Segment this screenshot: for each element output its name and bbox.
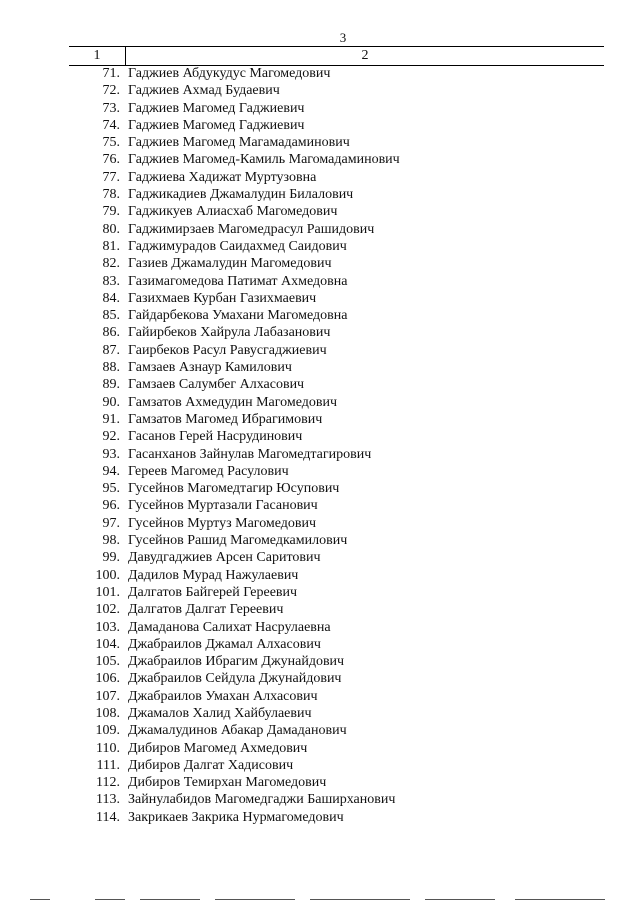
list-item-number: 72.: [102, 83, 120, 99]
list-item-number: 104.: [95, 636, 120, 652]
list-item-name: Гаджикадиев Джамалудин Билалович: [128, 187, 354, 203]
list-item-name: Гаджиев Магомед Гаджиевич: [128, 100, 305, 116]
list-item: [0, 809, 640, 826]
list-item-name: Газихмаев Курбан Газихмаевич: [128, 290, 317, 306]
list-item-number: 89.: [102, 377, 120, 393]
list-item: [0, 532, 640, 549]
list-item-number: 84.: [102, 290, 120, 306]
list-item-number: 80.: [102, 221, 120, 237]
list-item: [0, 342, 640, 359]
list-item-number: 105.: [95, 654, 120, 670]
list-item-name: Гайирбеков Хайрула Лабазанович: [128, 325, 331, 341]
list-item-number: 98.: [102, 533, 120, 549]
list-item-name: Гамзаев Азнаур Камилович: [128, 360, 292, 376]
list-item-name: Гаирбеков Расул Равусгаджиевич: [128, 342, 327, 358]
list-item-number: 97.: [102, 515, 120, 531]
list-item: [0, 567, 640, 584]
list-item-number: 106.: [95, 671, 120, 687]
list-item-name: Гаджиев Абдукудус Магомедович: [128, 66, 331, 81]
list-item-name: Дибиров Магомед Ахмедович: [128, 740, 308, 756]
list-item-name: Джамалудинов Абакар Дамаданович: [128, 723, 347, 739]
list-item: [0, 411, 640, 428]
list-item-name: Гусейнов Муртазали Гасанович: [128, 498, 318, 514]
list-item-name: Гаджиева Хадижат Муртузовна: [128, 169, 317, 185]
list-item-number: 114.: [96, 809, 120, 825]
list-item-name: Гамзатов Магомед Ибрагимович: [128, 411, 323, 427]
list-item: [0, 290, 640, 307]
list-item-number: 111.: [96, 757, 120, 773]
list-item-name: Гусейнов Муртуз Магомедович: [128, 515, 317, 531]
list-item-number: 113.: [96, 792, 120, 808]
list-item: [0, 636, 640, 653]
list-item-number: 99.: [102, 550, 120, 566]
list-item-name: Далгатов Далгат Гереевич: [128, 602, 284, 618]
list-item-name: Гаджиев Магомед-Камиль Магомадаминович: [128, 152, 400, 168]
list-item-number: 85.: [102, 308, 120, 324]
list-item-number: 101.: [95, 584, 120, 600]
list-item-name: Гамзатов Ахмедудин Магомедович: [128, 394, 338, 410]
list-item: [0, 151, 640, 168]
list-item-name: Гаджиев Магомед Гаджиевич: [128, 117, 305, 133]
list-item-name: Газимагомедова Патимат Ахмедовна: [128, 273, 348, 289]
list-item-name: Джабраилов Сейдула Джунайдович: [128, 671, 342, 687]
list-item-number: 109.: [95, 723, 120, 739]
list-item-number: 95.: [102, 481, 120, 497]
page-number: 3: [339, 30, 347, 45]
list-item-name: Зайнулабидов Магомедгаджи Баширханович: [128, 792, 396, 808]
list-item-name: Дадилов Мурад Нажулаевич: [128, 567, 299, 583]
list-item: [0, 203, 640, 220]
scan-artifact: [140, 899, 200, 900]
list-item-name: Гереев Магомед Расулович: [128, 463, 289, 479]
list-item: [0, 273, 640, 290]
list-item: [0, 117, 640, 134]
list-item-name: Газиев Джамалудин Магомедович: [128, 256, 332, 272]
list-item: [0, 394, 640, 411]
list-item-number: 93.: [102, 446, 120, 462]
list-item: [0, 463, 640, 480]
scan-artifact: [310, 899, 410, 900]
list-item: [0, 359, 640, 376]
list-item: [0, 446, 640, 463]
header-col-2: 2: [361, 48, 369, 63]
list-item: [0, 791, 640, 808]
list-item-number: 88.: [102, 360, 120, 376]
list-item-number: 75.: [102, 135, 120, 151]
list-item: [0, 653, 640, 670]
list-item-number: 110.: [96, 740, 120, 756]
list-item-name: Гамзаев Салумбег Алхасович: [128, 377, 305, 393]
list-item: [0, 549, 640, 566]
list-item: [0, 688, 640, 705]
list-item-number: 86.: [102, 325, 120, 341]
scan-artifact: [425, 899, 495, 900]
list-item-number: 102.: [95, 602, 120, 618]
header-col-1: 1: [69, 47, 126, 65]
list-item-name: Гайдарбекова Умахани Магомедовна: [128, 308, 348, 324]
list-item-number: 79.: [102, 204, 120, 220]
list-item: [0, 705, 640, 722]
table-header: [69, 46, 604, 66]
list-item: [0, 307, 640, 324]
list-item: [0, 515, 640, 532]
list-item-number: 100.: [95, 567, 120, 583]
list-item-name: Джамалов Халид Хайбулаевич: [128, 705, 312, 721]
list-item: [0, 169, 640, 186]
scan-artifact: [95, 899, 125, 900]
list-item: [0, 480, 640, 497]
list-item-number: 73.: [102, 100, 120, 116]
list-item-name: Дибиров Далгат Хадисович: [128, 757, 294, 773]
list-item: [0, 428, 640, 445]
list-item: [0, 65, 640, 82]
scan-artifact: [215, 899, 295, 900]
list-item-number: 81.: [102, 238, 120, 254]
list-item-name: Джабраилов Джамал Алхасович: [128, 636, 321, 652]
list-item-number: 77.: [102, 169, 120, 185]
scan-artifact: [515, 899, 605, 900]
list-item-name: Джабраилов Ибрагим Джунайдович: [128, 654, 345, 670]
list-item: [0, 757, 640, 774]
list-item-number: 112.: [96, 775, 120, 791]
list-item-name: Закрикаев Закрика Нурмагомедович: [128, 809, 344, 825]
list-item: [0, 670, 640, 687]
list-item-name: Гаджикуев Алиасхаб Магомедович: [128, 204, 338, 220]
list-item: [0, 82, 640, 99]
list-item-name: Гасанов Герей Насрудинович: [128, 429, 303, 445]
scan-artifact: [30, 899, 50, 900]
list-item: [0, 186, 640, 203]
list-item-number: 87.: [102, 342, 120, 358]
list-item: [0, 497, 640, 514]
list-item-name: Гусейнов Магомедтагир Юсупович: [128, 481, 340, 497]
list-item: [0, 740, 640, 757]
list-item-number: 107.: [95, 688, 120, 704]
list-item: [0, 584, 640, 601]
list-item-number: 91.: [102, 411, 120, 427]
list-item: [0, 134, 640, 151]
list-item: [0, 722, 640, 739]
list-item-name: Давудгаджиев Арсен Саритович: [128, 550, 321, 566]
list-item: [0, 774, 640, 791]
list-item-name: Гаджиев Ахмад Будаевич: [128, 83, 280, 99]
list-item: [0, 601, 640, 618]
list-item-number: 74.: [102, 117, 120, 133]
list-item-number: 71.: [102, 66, 120, 81]
list-item-name: Дамаданова Салихат Насрулаевна: [128, 619, 331, 635]
list-item-name: Гасанханов Зайнулав Магомедтагирович: [128, 446, 372, 462]
name-list: [0, 65, 640, 826]
list-item: [0, 100, 640, 117]
list-item-number: 94.: [102, 463, 120, 479]
list-item: [0, 221, 640, 238]
list-item: [0, 238, 640, 255]
list-item-number: 83.: [102, 273, 120, 289]
list-item-number: 108.: [95, 705, 120, 721]
list-item-number: 78.: [102, 187, 120, 203]
list-item-number: 96.: [102, 498, 120, 514]
list-item: [0, 376, 640, 393]
list-item-name: Далгатов Байгерей Гереевич: [128, 584, 298, 600]
list-item-name: Дибиров Темирхан Магомедович: [128, 775, 327, 791]
list-item-name: Гусейнов Рашид Магомедкамилович: [128, 533, 348, 549]
list-item-name: Гаджимурадов Саидахмед Саидович: [128, 238, 347, 254]
list-item-number: 92.: [102, 429, 120, 445]
list-item-number: 90.: [102, 394, 120, 410]
list-item-name: Джабраилов Умахан Алхасович: [128, 688, 318, 704]
list-item-name: Гаджимирзаев Магомедрасул Рашидович: [128, 221, 375, 237]
list-item-number: 76.: [102, 152, 120, 168]
list-item: [0, 255, 640, 272]
list-item: [0, 619, 640, 636]
list-item-name: Гаджиев Магомед Магамадаминович: [128, 135, 350, 151]
list-item: [0, 324, 640, 341]
list-item-number: 82.: [102, 256, 120, 272]
list-item-number: 103.: [95, 619, 120, 635]
